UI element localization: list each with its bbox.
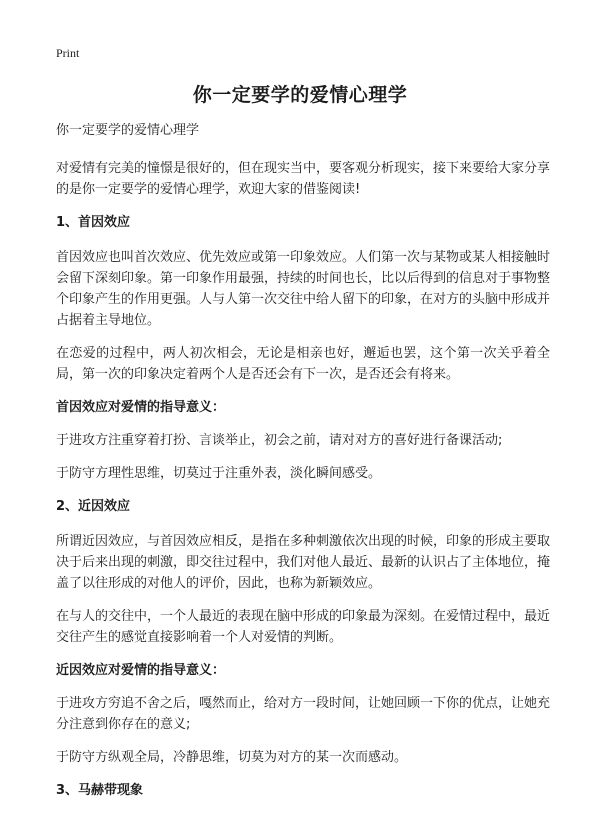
section-heading-primacy: 1、首因效应	[56, 215, 131, 230]
paragraph: 在恋爱的过程中，两人初次相会，无论是相亲也好，邂逅也罢，这个第一次关乎着全局，第一次的印象决定着两个人是否还会有下一次，是否还会有将来。	[56, 346, 550, 382]
paragraph: 所谓近因效应，与首因效应相反，是指在多种刺激依次出现的时候，印象的形成主要取决于后来出现的刺激，即交往过程中，我们对他人最近、最新的认识占了主体地位，掩盖了以往形成的对他人的评价，因此，也称为新颖效应。	[56, 534, 551, 591]
article-subtitle: 你一定要学的爱情心理学	[56, 123, 200, 138]
page-title: 你一定要学的爱情心理学	[192, 84, 408, 106]
section-heading-recency: 2、近因效应	[56, 499, 131, 514]
article-body	[56, 120, 550, 815]
guide-item: 于进攻方穷追不舍之后，嘎然而止，给对方一段时间，让她回顾一下你的优点，让她充分注意到你存在的意义;	[56, 696, 551, 732]
section-heading-mach-band: 3、马赫带现象	[56, 783, 144, 798]
guide-item: 于防守方理性思维，切莫过于注重外表，淡化瞬间感受。	[56, 466, 382, 481]
paragraph: 首因效应也叫首次效应、优先效应或第一印象效应。人们第一次与某物或某人相接触时会留下深刻印象。第一印象作用最强，持续的时间也长，比以后得到的信息对于事物整个印象产生的作用更强。人与人第一次交往中给人留下的印象，在对方的头脑中形成并占据着主导地位。	[56, 250, 551, 328]
guide-item: 于进攻方注重穿着打扮、言谈举止，初会之前，请对对方的喜好进行备课活动;	[56, 433, 503, 448]
intro-paragraph: 对爱情有完美的憧憬是很好的，但在现实当中，要客观分析现实，接下来要给大家分享的是你一定要学的爱情心理学，欢迎大家的借鉴阅读!	[56, 161, 551, 197]
guide-item: 于防守方纵观全局，冷静思维，切莫为对方的某一次而感动。	[56, 750, 408, 765]
guide-heading-primacy: 首因效应对爱情的指导意义：	[56, 400, 226, 415]
guide-heading-recency: 近因效应对爱情的指导意义：	[56, 663, 226, 678]
paragraph: 在与人的交往中，一个人最近的表现在脑中形成的印象最为深刻。在爱情过程中，最近交往产生的感觉直接影响着一个人对爱情的判断。	[56, 609, 551, 645]
print-link[interactable]: Print	[56, 46, 80, 60]
